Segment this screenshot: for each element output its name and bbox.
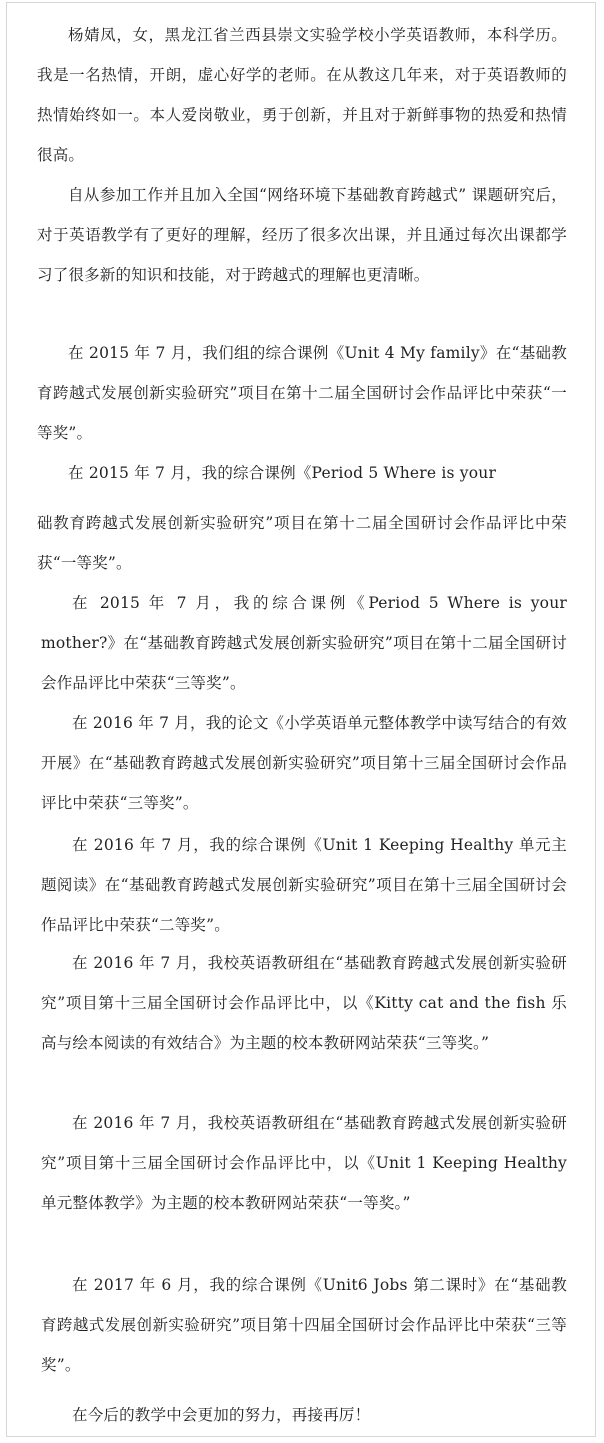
document-frame	[6, 2, 596, 1437]
paragraph-award-2016-kitty-cat: 在 2016 年 7 月，我校英语教研组在“基础教育跨越式发展创新实验研究”项目第十三届全国研讨会作品评比中，以《Kitty cat and the fish 乐高与绘本阅读的有效结合》为主题的校本教研网站荣获“三等奖。”	[41, 954, 567, 1052]
paragraph-award-2015-mother: 在 2015 年 7 月，我的综合课例《Period 5 Where is your mother?》在“基础教育跨越式发展创新实验研究”项目在第十二届全国研讨会作品评比中荣获“三等奖”。	[41, 594, 567, 692]
paragraph-award-2016-healthy-reading: 在 2016 年 7 月，我的综合课例《Unit 1 Keeping Healthy 单元主题阅读》在“基础教育跨越式发展创新实验研究”项目在第十三届全国研讨会作品评比中荣获“二等奖”。	[41, 836, 567, 934]
paragraph-award-2015-continuation: 础教育跨越式发展创新实验研究”项目在第十二届全国研讨会作品评比中荣获“一等奖”。	[37, 514, 567, 572]
paragraph-award-2016-healthy-unit: 在 2016 年 7 月，我校英语教研组在“基础教育跨越式发展创新实验研究”项目第十三届全国研讨会作品评比中，以《Unit 1 Keeping Healthy 单元整体教学》为主题的校本教研网站荣获“一等奖。”	[41, 1114, 567, 1212]
paragraph-research: 自从参加工作并且加入全国“网络环境下基础教育跨越式” 课题研究后， 对于英语教学有了更好的理解，经历了很多次出课，并且通过每次出课都学习了很多新的知识和技能，对于跨越式的理解也更清晰。	[37, 186, 567, 284]
paragraph-intro: 杨婧凤，女，黑龙江省兰西县崇文实验学校小学英语教师，本科学历。我是一名热情，开朗，虚心好学的老师。在从教这几年来，对于英语教师的热情始终如一。本人爱岗敬业，勇于创新，并且对于新鲜事物的热爱和热情很高。	[37, 26, 567, 164]
paragraph-closing: 在今后的教学中会更加的努力，再接再厉！	[72, 1406, 371, 1424]
paragraph-award-2015-fragment: 在 2015 年 7 月，我的综合课例《Period 5 Where is your	[68, 464, 497, 482]
paragraph-award-2016-paper: 在 2016 年 7 月，我的论文《小学英语单元整体教学中读写结合的有效开展》在“基础教育跨越式发展创新实验研究”项目第十三届全国研讨会作品评比中荣获“三等奖”。	[41, 714, 567, 812]
paragraph-award-2015-family: 在 2015 年 7 月，我们组的综合课例《Unit 4 My family》在“基础教育跨越式发展创新实验研究”项目在第十二届全国研讨会作品评比中荣获“一等奖”。	[37, 344, 567, 442]
paragraph-award-2017-jobs: 在 2017 年 6 月，我的综合课例《Unit6 Jobs 第二课时》在“基础教育跨越式发展创新实验研究”项目第十四届全国研讨会作品评比中荣获“三等奖”。	[41, 1276, 567, 1374]
